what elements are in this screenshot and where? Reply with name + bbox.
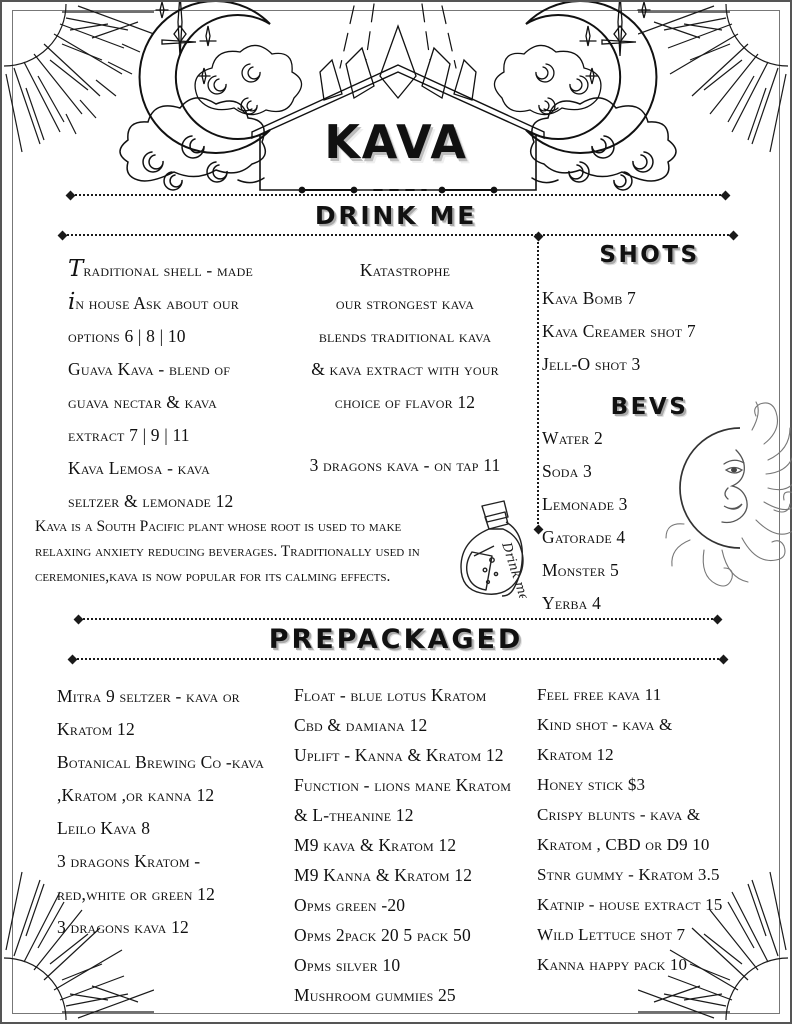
menu-line: Uplift - Kanna & Kratom 12 — [294, 745, 504, 765]
menu-line: Function - lions mane Kratom — [294, 775, 512, 795]
menu-line: Stnr gummy - Kratom 3.5 — [537, 865, 720, 884]
menu-line: Guava Kava - blend of — [68, 359, 231, 379]
menu-line: Cbd & damiana 12 — [294, 715, 428, 735]
menu-line: Water 2 — [542, 428, 603, 448]
menu-line: Mitra 9 seltzer - kava or — [57, 686, 240, 706]
menu-line: Yerba 4 — [542, 593, 601, 613]
shots-list — [542, 282, 767, 381]
menu-line: Gatorade 4 — [542, 527, 626, 547]
divider-rule — [64, 234, 732, 237]
divider-rule — [80, 618, 716, 621]
menu-line: Kind shot - kava & — [537, 715, 673, 734]
prepackaged-column-2 — [294, 680, 534, 1010]
menu-line: 3 dragons kava 12 — [57, 917, 189, 937]
menu-line: & kava extract with your — [311, 359, 499, 379]
kava-description — [35, 514, 455, 589]
divider-rule — [72, 194, 724, 197]
menu-line: Katastrophe — [359, 260, 451, 280]
description-line: Kava is a South Pacific plant whose root is used to make — [35, 518, 402, 535]
menu-line: Katnip - house extract 15 — [537, 895, 723, 914]
menu-line: Opms silver 10 — [294, 955, 401, 975]
drink-left-column — [68, 254, 308, 518]
prepackaged-column-3 — [537, 680, 787, 980]
menu-line: guava nectar & kava — [68, 392, 217, 412]
menu-line: Kratom 12 — [57, 719, 135, 739]
menu-line: Kanna happy pack 10 — [537, 955, 688, 974]
menu-line: ,Kratom ,or kanna 12 — [57, 785, 215, 805]
menu-line: seltzer & lemonade 12 — [68, 491, 234, 511]
menu-line: M9 Kanna & Kratom 12 — [294, 865, 473, 885]
drink-middle-column — [290, 254, 520, 482]
menu-line: Monster 5 — [542, 560, 619, 580]
menu-line: Lemonade 3 — [542, 494, 628, 514]
svg-text:Drink me: Drink me — [498, 540, 532, 598]
menu-line: Mushroom gummies 25 — [294, 985, 456, 1005]
menu-line: Jell-O shot 3 — [542, 354, 641, 374]
description-line: ceremonies,kava is now popular for its calming effects. — [35, 568, 391, 585]
menu-line: Soda 3 — [542, 461, 592, 481]
section-heading-bevs: BEVS — [610, 394, 689, 420]
bevs-list — [542, 422, 767, 620]
menu-line: in house Ask about our — [68, 289, 239, 315]
menu-line: Kava Bomb 7 — [542, 288, 636, 308]
menu-line: options 6 | 8 | 10 — [68, 326, 186, 346]
menu-line: Traditional shell - made — [68, 256, 253, 282]
menu-line: Kratom 12 — [537, 745, 614, 764]
menu-line: Kava Lemosa - kava — [68, 458, 210, 478]
menu-line: 3 dragons kava - on tap 11 — [309, 455, 501, 475]
menu-line: blends traditional kava — [318, 326, 492, 346]
menu-line: Botanical Brewing Co -kava — [57, 752, 265, 772]
menu-line: Kava Creamer shot 7 — [542, 321, 696, 341]
prepackaged-column-1 — [57, 680, 302, 944]
section-heading-drink-me: DRINK ME — [314, 201, 478, 230]
menu-line: our strongest kava — [335, 293, 475, 313]
menu-line: choice of flavor 12 — [334, 392, 476, 412]
menu-line: Float - blue lotus Kratom — [294, 685, 487, 705]
menu-line: & L-theanine 12 — [294, 805, 414, 825]
menu-line: red,white or green 12 — [57, 884, 215, 904]
menu-line: 3 dragons Kratom - — [57, 851, 201, 871]
menu-line: Kratom , CBD or D9 10 — [537, 835, 710, 854]
menu-line: Feel free kava 11 — [537, 685, 662, 704]
section-heading-prepackaged: PREPACKAGED — [268, 624, 524, 655]
menu-line: Opms 2pack 20 5 pack 50 — [294, 925, 471, 945]
menu-line: Honey stick $3 — [537, 775, 646, 794]
menu-line: extract 7 | 9 | 11 — [68, 425, 190, 445]
menu-line: Opms green -20 — [294, 895, 406, 915]
column-divider — [537, 238, 540, 528]
menu-line: Crispy blunts - kava & — [537, 805, 701, 824]
section-heading-shots: SHOTS — [599, 242, 700, 268]
menu-line: Leilo Kava 8 — [57, 818, 151, 838]
divider-rule — [74, 658, 722, 661]
page-title: KAVA — [324, 115, 468, 169]
description-line: relaxing anxiety reducing beverages. Traditionally used in — [35, 543, 420, 560]
menu-line: M9 kava & Kratom 12 — [294, 835, 457, 855]
menu-line: Wild Lettuce shot 7 — [537, 925, 686, 944]
menu-line-spacer — [290, 419, 520, 449]
